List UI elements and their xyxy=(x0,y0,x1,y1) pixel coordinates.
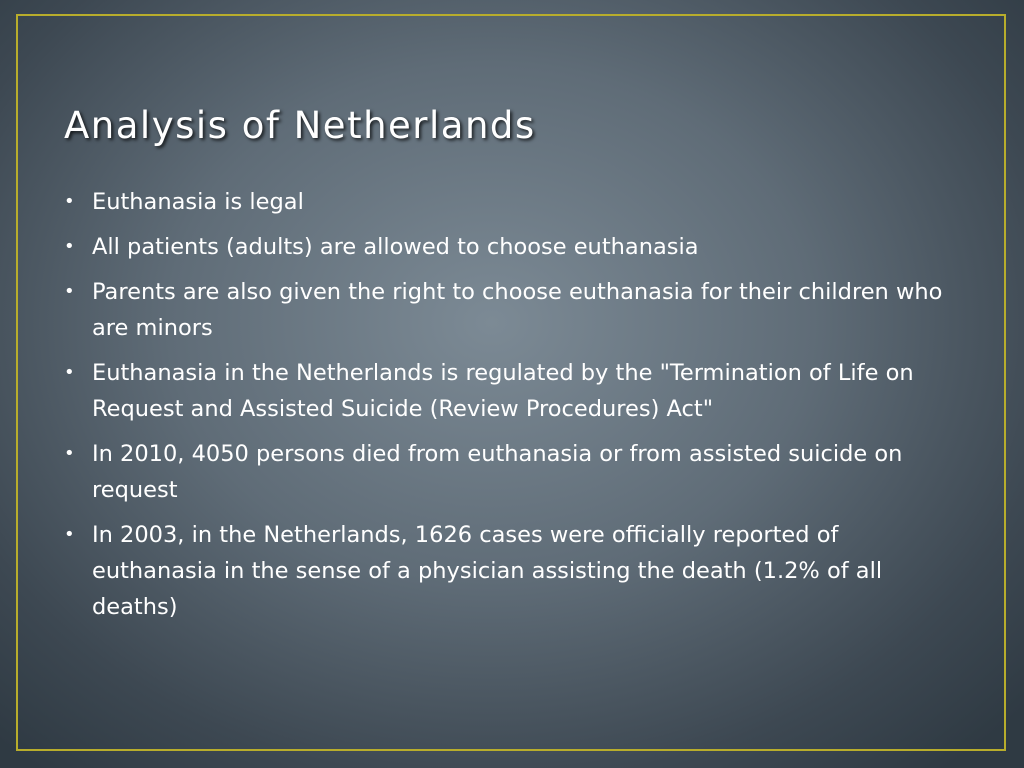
bullet-text: In 2003, in the Netherlands, 1626 cases were officially reported of euthanasia in the sense of a physician assisting the death (1.2% of all deaths) xyxy=(92,522,883,620)
bullet-item xyxy=(62,274,952,346)
bullet-item xyxy=(62,436,952,508)
bullet-icon: • xyxy=(64,443,75,464)
bullet-list xyxy=(62,184,952,634)
bullet-text: Euthanasia in the Netherlands is regulated by the "Termination of Life on Request and Assisted Suicide (Review Procedures) Act" xyxy=(92,360,914,422)
bullet-icon: • xyxy=(64,191,75,212)
bullet-icon: • xyxy=(64,281,75,302)
bullet-item xyxy=(62,229,952,265)
bullet-icon: • xyxy=(64,362,75,383)
bullet-item xyxy=(62,517,952,625)
bullet-icon: • xyxy=(64,236,75,257)
bullet-icon: • xyxy=(64,524,75,545)
bullet-item xyxy=(62,355,952,427)
bullet-text: Euthanasia is legal xyxy=(92,189,304,215)
bullet-text: Parents are also given the right to choose euthanasia for their children who are minors xyxy=(92,279,943,341)
slide-title: Analysis of Netherlands xyxy=(64,104,536,147)
bullet-text: In 2010, 4050 persons died from euthanasia or from assisted suicide on request xyxy=(92,441,903,503)
bullet-item xyxy=(62,184,952,220)
bullet-text: All patients (adults) are allowed to choose euthanasia xyxy=(92,234,699,260)
